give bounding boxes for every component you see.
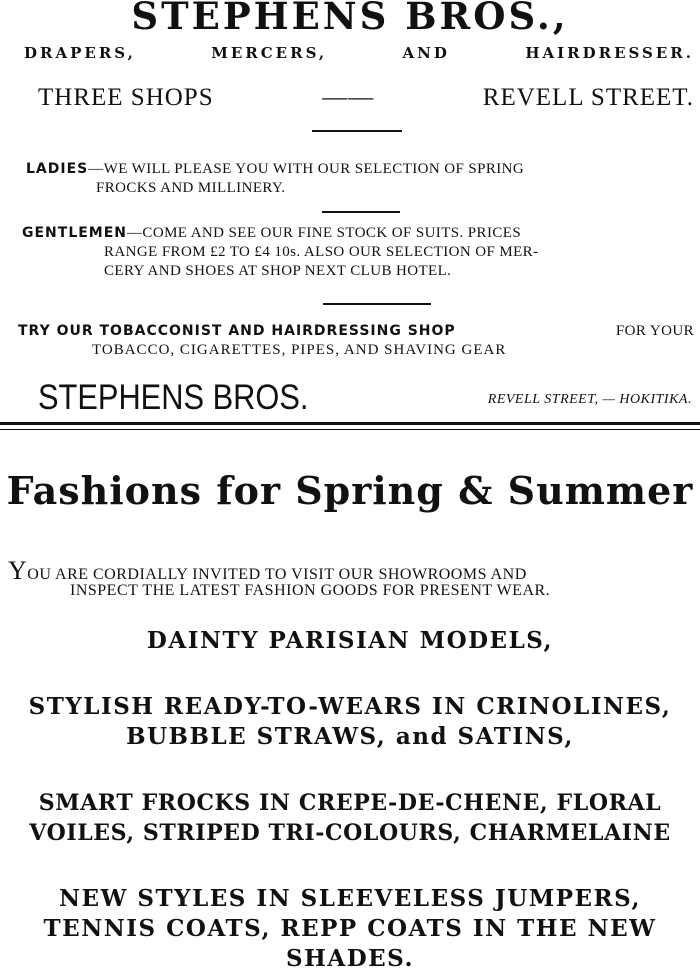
divider-rule bbox=[322, 211, 400, 213]
signature-address: REVELL STREET, — HOKITIKA. bbox=[487, 392, 692, 407]
item-line: DAINTY PARISIAN MODELS, bbox=[146, 627, 554, 654]
tobacco-text-1: FOR YOUR bbox=[615, 323, 694, 339]
item-line: TENNIS COATS, REPP COATS IN THE NEW bbox=[43, 915, 657, 942]
gentlemen-line-3: CERY AND SHOES AT SHOP NEXT CLUB HOTEL. bbox=[104, 263, 452, 279]
signature-name: STEPHENS BROS. bbox=[38, 378, 309, 417]
ad-title: STEPHENS BROS., bbox=[131, 0, 569, 38]
item-smart-frocks bbox=[0, 788, 700, 848]
invite-paragraph bbox=[8, 556, 698, 601]
three-shops-dash: —— bbox=[322, 84, 375, 111]
ladies-line-1 bbox=[26, 160, 524, 179]
ladies-line-2: FROCKS AND MILLINERY. bbox=[96, 180, 286, 196]
ladies-paragraph bbox=[26, 160, 524, 198]
invite-initial: Y bbox=[8, 556, 28, 585]
trade-drapers: DRAPERS, bbox=[24, 44, 136, 62]
item-ready-to-wears bbox=[0, 692, 700, 752]
item-line: STYLISH READY-TO-WEARS IN CRINOLINES, bbox=[28, 693, 672, 720]
ladies-lead: LADIES bbox=[26, 161, 89, 177]
tobacco-line-1 bbox=[18, 322, 694, 341]
gentlemen-lead: GENTLEMEN bbox=[22, 225, 128, 241]
ladies-text-1: —WE WILL PLEASE YOU WITH OUR SELECTION OF SPRING bbox=[88, 161, 525, 177]
gentlemen-line-2: RANGE FROM £2 TO £4 10s. ALSO OUR SELECTION OF MER- bbox=[104, 244, 539, 260]
item-line: BUBBLE STRAWS, and SATINS, bbox=[126, 723, 574, 750]
fashion-title: Fashions for Spring & Summer bbox=[6, 468, 694, 513]
gentlemen-text-1: —COME AND SEE OUR FINE STOCK OF SUITS. PRICES bbox=[127, 225, 522, 241]
invite-text-1: OU ARE CORDIALLY INVITED TO VISIT OUR SHOWROOMS AND bbox=[27, 566, 527, 583]
divider-rule bbox=[312, 130, 402, 132]
three-shops-label: THREE SHOPS bbox=[38, 84, 214, 111]
trade-and: AND bbox=[402, 44, 450, 62]
item-line: NEW STYLES IN SLEEVELESS JUMPERS, bbox=[59, 885, 641, 912]
trade-hairdresser: HAIRDRESSER. bbox=[525, 44, 694, 62]
three-shops-street: REVELL STREET. bbox=[482, 84, 694, 111]
gentlemen-paragraph bbox=[22, 224, 538, 281]
tobacco-paragraph bbox=[18, 322, 694, 360]
item-new-styles bbox=[0, 884, 700, 974]
item-line: VOILES, STRIPED TRI-COLOURS, CHARMELAINE bbox=[29, 820, 671, 846]
trade-mercers: MERCERS, bbox=[211, 44, 328, 62]
item-line: SMART FROCKS IN CREPE-DE-CHENE, FLORAL bbox=[38, 790, 662, 816]
tobacco-line-2: TOBACCO, CIGARETTES, PIPES, AND SHAVING GEAR bbox=[92, 342, 507, 358]
divider-rule bbox=[323, 303, 431, 305]
invite-line-2: INSPECT THE LATEST FASHION GOODS FOR PRESENT WEAR. bbox=[70, 582, 551, 599]
trades-line bbox=[24, 44, 694, 62]
gentlemen-line-1 bbox=[22, 224, 538, 243]
section-separator-thin bbox=[0, 429, 700, 430]
three-shops-line bbox=[38, 84, 694, 112]
item-parisian-models bbox=[0, 626, 700, 656]
section-separator bbox=[0, 422, 700, 425]
item-line: SHADES. bbox=[286, 945, 414, 972]
tobacco-lead: TRY OUR TOBACCONIST AND HAIRDRESSING SHOP bbox=[18, 323, 456, 339]
